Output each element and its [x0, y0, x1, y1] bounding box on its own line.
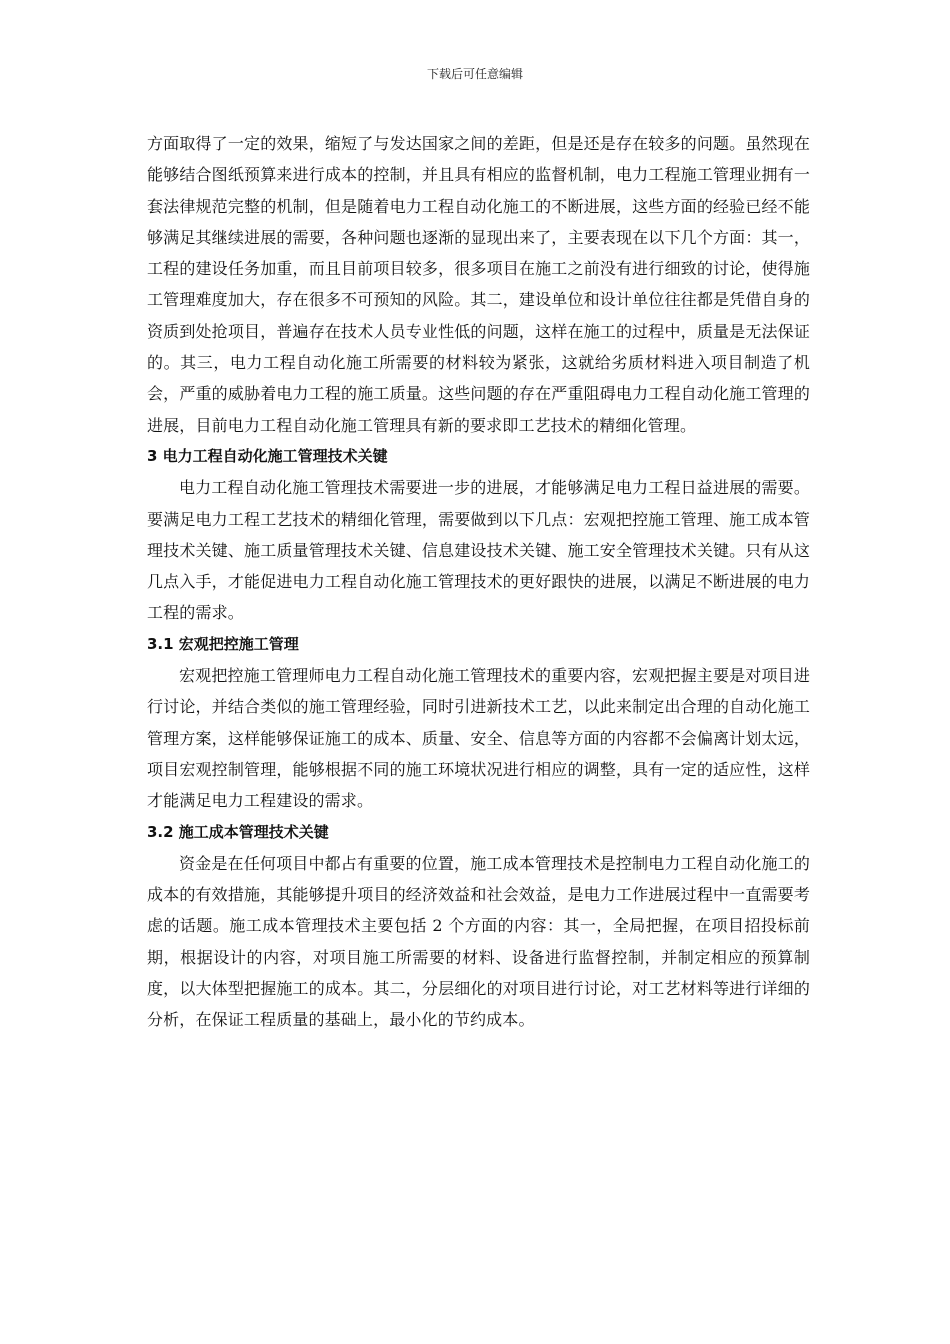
section-3-1-heading: 3.1 宏观把控施工管理 — [147, 634, 299, 653]
section-3-2-heading: 3.2 施工成本管理技术关键 — [147, 822, 329, 841]
section-3-2-paragraph: 资金是在任何项目中都占有重要的位置，施工成本管理技术是控制电力工程自动化施工的成本的有效措施，其能够提升项目的经济效益和社会效益，是电力工作进展过程中一直需要考虑的话题。施工成本管理技术主要包括 2 个方面的内容：其一，全局把握，在项目招投标前期，根据设计的内容，对项目施工所需要的材料、设备进行监督控制，并制定相应的预算制度，以大体型把握施工的成本。其二，分层细化的对项目进行讨论，对工艺材料等进行详细的分析，在保证工程质量的基础上，最小化的节约成本。 — [147, 853, 810, 1030]
section-3-heading: 3 电力工程自动化施工管理技术关键 — [147, 446, 388, 465]
page-header: 下载后可任意编辑 — [426, 67, 523, 81]
intro-paragraph: 方面取得了一定的效果，缩短了与发达国家之间的差距，但是还是存在较多的问题。虽然现在能够结合图纸预算来进行成本的控制，并且具有相应的监督机制，电力工程施工管理业拥有一套法律规范完整的机制，但是随着电力工程自动化施工的不断进展，这些方面的经验已经不能够满足其继续进展的需要，各种问题也逐渐的显现出来了，主要表现在以下几个方面：其一，工程的建设任务加重，而且目前项目较多，很多项目在施工之前没有进行细致的讨论，使得施工管理难度加大，存在很多不可预知的风险。其二，建设单位和设计单位往往都是凭借自身的资质到处抢项目，普遍存在技术人员专业性低的问题，这样在施工的过程中，质量是无法保证的。其三，电力工程自动化施工所需要的材料较为紧张，这就给劣质材料进入项目制造了机会，严重的威胁着电力工程的施工质量。这些问题的存在严重阻碍电力工程自动化施工管理的进展，目前电力工程自动化施工管理具有新的要求即工艺技术的精细化管理。 — [147, 134, 810, 435]
section-3-1-paragraph: 宏观把控施工管理师电力工程自动化施工管理技术的重要内容，宏观把握主要是对项目进行讨论，并结合类似的施工管理经验，同时引进新技术工艺，以此来制定出合理的自动化施工管理方案，这样能够保证施工的成本、质量、安全、信息等方面的内容都不会偏离计划太远，项目宏观控制管理，能够根据不同的施工环境状况进行相应的调整，具有一定的适应性，这样才能满足电力工程建设的需求。 — [147, 666, 810, 811]
section-3-paragraph: 电力工程自动化施工管理技术需要进一步的进展，才能够满足电力工程日益进展的需要。要满足电力工程工艺技术的精细化管理，需要做到以下几点：宏观把控施工管理、施工成本管理技术关键、施工质量管理技术关键、信息建设技术关键、施工安全管理技术关键。只有从这几点入手，才能促进电力工程自动化施工管理技术的更好跟快的进展，以满足不断进展的电力工程的需求。 — [147, 478, 810, 623]
document-body — [147, 128, 810, 1036]
